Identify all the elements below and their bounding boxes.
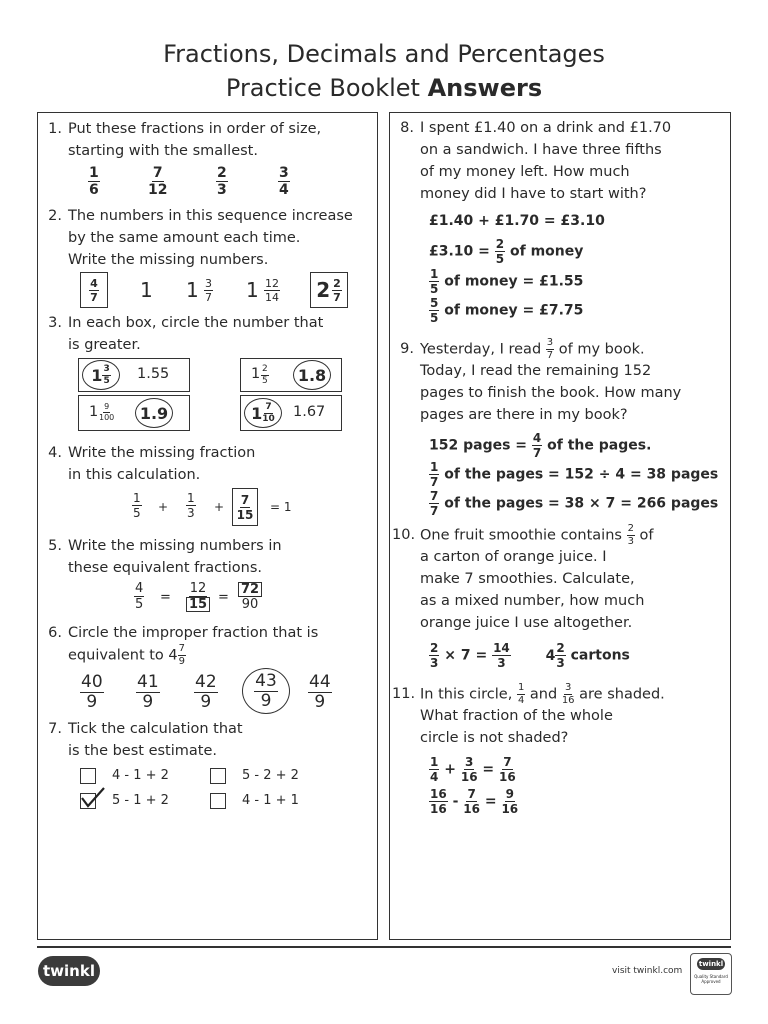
q8-answer-2: £3.10 = $\frac{2}{5}$ of money bbox=[429, 237, 584, 266]
q3-box-a: 1 $\frac{3}{5}$ 1.55 bbox=[78, 358, 190, 392]
q6-option-3: $\frac{42}{9}$ bbox=[195, 672, 217, 712]
q11-answer-2: $\frac{16}{16}$ - $\frac{7}{16}$ = $\frac{9}{16}$ bbox=[430, 787, 519, 816]
q9-answer-1: 152 pages = $\frac{4}{7}$ of the pages. bbox=[429, 431, 652, 460]
title-line-2: Practice Booklet Answers bbox=[225, 74, 543, 102]
q3-box-c: 1 $\frac{9}{100}$ 1.9 bbox=[78, 395, 190, 431]
q6-option-4-circled: $\frac{43}{9}$ bbox=[242, 668, 290, 714]
footer-divider bbox=[37, 946, 731, 948]
q8-answer-3: $\frac{1}{5}$ of money = £1.55 bbox=[430, 267, 584, 296]
visit-link[interactable]: visit twinkl.com bbox=[612, 966, 683, 976]
q10-answer: $\frac{2}{3}$ × 7 = $\frac{14}{3}$ 4 $\frac{2}{3}$ cartons bbox=[430, 641, 630, 670]
q3-box-b: 1 $\frac{2}{5}$ 1.8 bbox=[240, 358, 342, 392]
q6-option-5: $\frac{44}{9}$ bbox=[309, 672, 331, 712]
q7-options: 4 - 1 + 2 5 - 2 + 2 5 - 1 + 2 4 - 1 + 1 bbox=[80, 766, 350, 816]
q11-answer-1: $\frac{1}{4}$ + $\frac{3}{16}$ = $\frac{7}{16}$ bbox=[430, 755, 516, 784]
q7-checkbox-2[interactable] bbox=[210, 768, 226, 784]
q6-option-1: $\frac{40}{9}$ bbox=[81, 672, 103, 712]
q9-answer-2: $\frac{1}{7}$ of the pages = 152 ÷ 4 = 38 pages bbox=[430, 460, 719, 489]
title-line-1: Fractions, Decimals and Percentages bbox=[163, 40, 605, 68]
q6-option-2: $\frac{41}{9}$ bbox=[137, 672, 159, 712]
q3-box-d: 1 $\frac{7}{10}$ 1.67 bbox=[240, 395, 342, 431]
twinkl-logo[interactable]: twinkl bbox=[38, 956, 100, 986]
q2-sequence: $\frac{4}{7}$ 1 1 $\frac{3}{7}$ 1 $\frac{12}{14}$ 2 $\frac{2}{7}$ bbox=[80, 272, 350, 308]
q6-options bbox=[70, 668, 350, 714]
q4-calc: $\frac{1}{5}$ + $\frac{1}{3}$ + $\frac{7}{15}$ = 1 bbox=[128, 488, 328, 528]
q8-answer-4: $\frac{5}{5}$ of money = £7.75 bbox=[430, 296, 584, 325]
q8-answer-1: £1.40 + £1.70 = £3.10 bbox=[429, 213, 605, 229]
q5-fractions: $\frac{4}{5}$ = $\frac{12}{15}$ = $\frac{72}{90}$ bbox=[132, 580, 292, 616]
q7-checkbox-1[interactable] bbox=[80, 768, 96, 784]
q7-checkbox-4[interactable] bbox=[210, 793, 226, 809]
quality-badge: twinkl Quality Standard Approved bbox=[690, 953, 732, 995]
q9-answer-3: $\frac{7}{7}$ of the pages = 38 × 7 = 266 pages bbox=[430, 489, 719, 518]
tick-icon bbox=[80, 786, 106, 810]
